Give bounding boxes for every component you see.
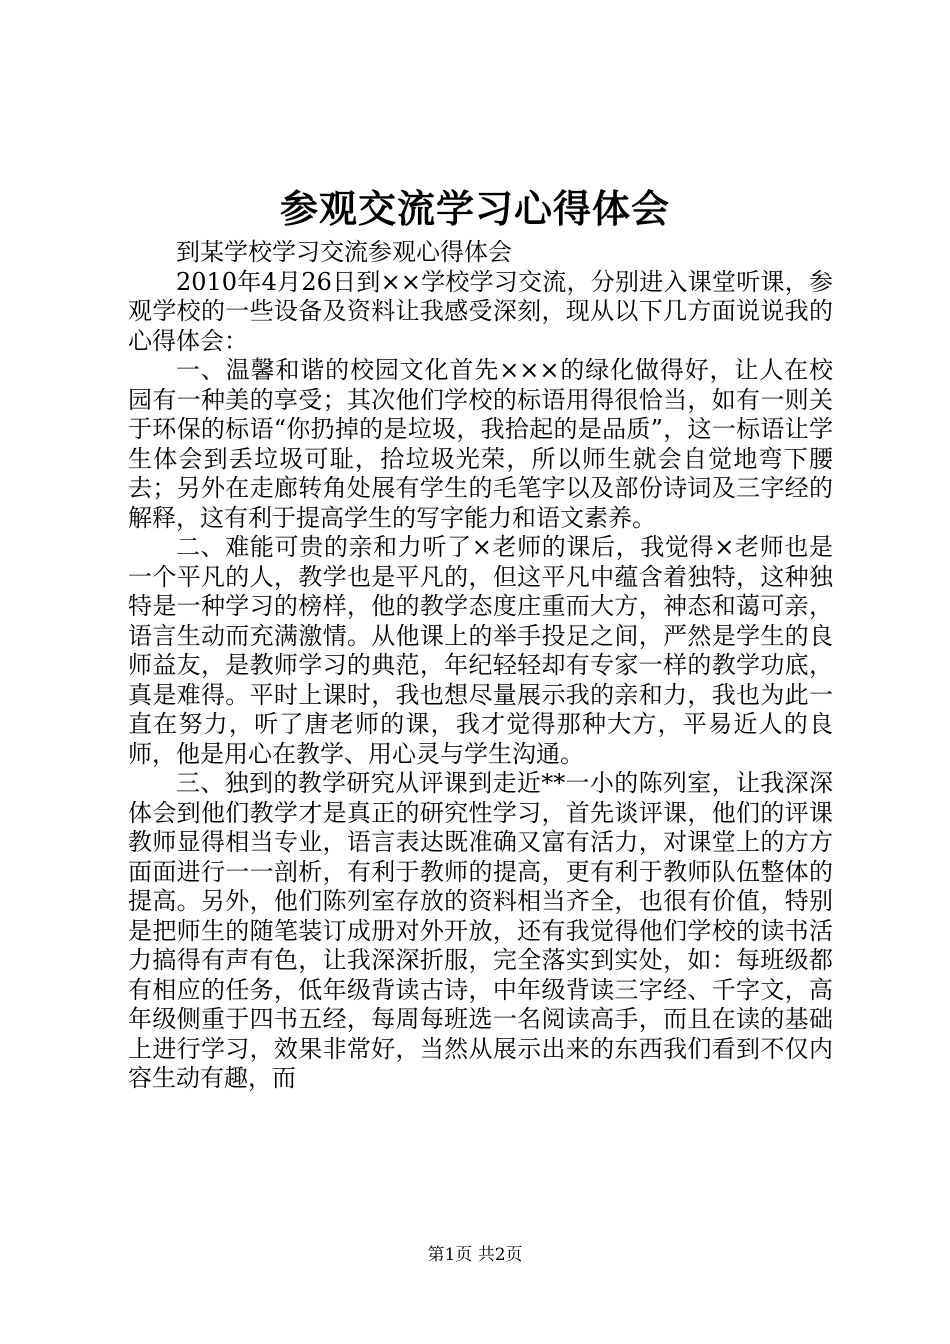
body-paragraph: 一、温馨和谐的校园文化首先×××的绿化做得好，让人在校园有一种美的享受；其次他们学校的标语用得很恰当，如有一则关于环保的标语“你扔掉的是垃圾，我拾起的是品质”，这一标语让学生体会到丢垃圾可耻，拾垃圾光荣，所以师生就会自觉地弯下腰去；另外在走廊转角处展有学生的毛笔字以及部份诗词及三字经的解释，这有利于提高学生的写字能力和语文素养。 (128, 356, 833, 532)
body-paragraph: 三、独到的教学研究从评课到走近**一小的陈列室，让我深深体会到他们教学才是真正的研究性学习，首先谈评课，他们的评课教师显得相当专业，语言表达既准确又富有活力，对课堂上的方方面面进行一一剖析，有利于教师的提高，更有利于教师队伍整体的提高。另外，他们陈列室存放的资料相当齐全，也很有价值，特别是把师生的随笔装订成册对外开放，还有我觉得他们学校的读书活力搞得有声有色，让我深深折服，完全落实到实处，如：每班级都有相应的任务，低年级背读古诗，中年级背读三字经、千字文，高年级侧重于四书五经，每周每班选一名阅读高手，而且在读的基础上进行学习，效果非常好，当然从展示出来的东西我们看到不仅内容生动有趣，而 (128, 769, 833, 1092)
body-paragraph: 二、难能可贵的亲和力听了×老师的课后，我觉得×老师也是一个平凡的人，教学也是平凡的，但这平凡中蕴含着独特，这种独特是一种学习的榜样，他的教学态度庄重而大方，神态和蔼可亲，语言生动而充满激情。从他课上的举手投足之间，严然是学生的良师益友，是教师学习的典范，年纪轻轻却有专家一样的教学功底，真是难得。平时上课时，我也想尽量展示我的亲和力，我也为此一直在努力，听了唐老师的课，我才觉得那种大方，平易近人的良师，他是用心在教学、用心灵与学生沟通。 (128, 533, 833, 768)
body-paragraph: 到某学校学习交流参观心得体会 (176, 238, 512, 266)
body-paragraph: 2010年4月26日到××学校学习交流，分别进入课堂听课，参观学校的一些设备及资料让我感受深刻，现从以下几方面说说我的心得体会： (128, 267, 833, 355)
document-body (128, 238, 833, 1094)
document-title: 参观交流学习心得体会 (279, 186, 670, 231)
page-number-footer: 第1页 共2页 (427, 1245, 523, 1265)
